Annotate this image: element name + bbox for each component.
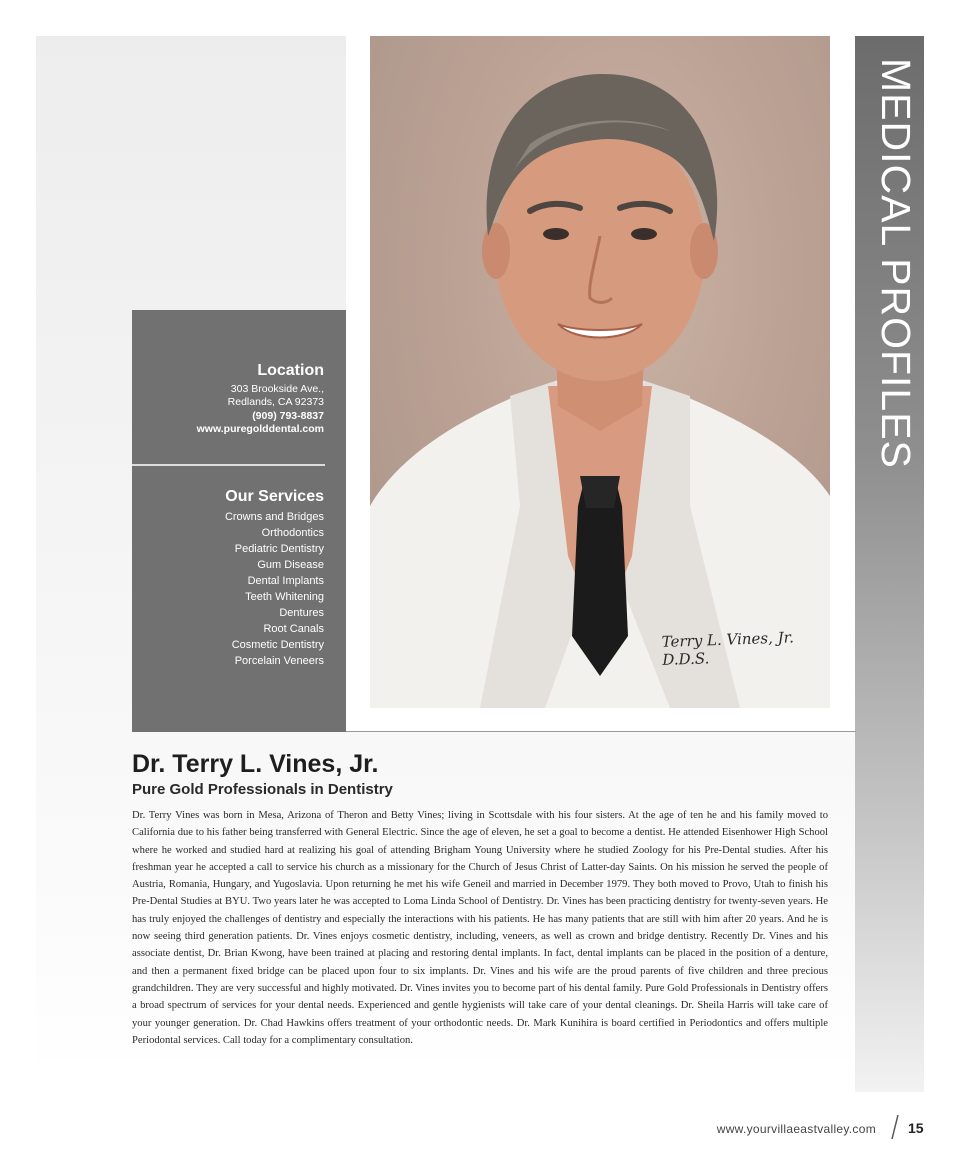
service-item: Porcelain Veneers <box>234 654 324 667</box>
services-list <box>124 509 324 669</box>
service-item: Dentures <box>279 606 324 619</box>
info-box-divider <box>132 464 325 466</box>
footer-url: www.yourvillaeastvalley.com <box>716 1122 876 1136</box>
website-link: www.puregolddental.com <box>196 423 324 436</box>
portrait-signature: Terry L. Vines, Jr. D.D.S. <box>661 628 795 669</box>
article-title: Dr. Terry L. Vines, Jr. <box>132 750 379 778</box>
service-item: Orthodontics <box>261 526 324 539</box>
photo-divider <box>346 731 856 732</box>
address-line-2: Redlands, CA 92373 <box>227 396 324 409</box>
service-item: Cosmetic Dentistry <box>231 638 324 651</box>
service-item: Dental Implants <box>247 574 324 587</box>
service-item: Teeth Whitening <box>245 590 324 603</box>
location-heading: Location <box>257 362 324 379</box>
portrait-illustration <box>370 36 830 708</box>
service-item: Gum Disease <box>257 558 324 571</box>
page-number: 15 <box>908 1120 924 1136</box>
section-label: MEDICAL PROFILES <box>873 58 919 469</box>
article-body: Dr. Terry Vines was born in Mesa, Arizona of Theron and Betty Vines; living in Scottsdale with his four sisters. At the age of ten he and his family moved to California due to his father being transferred with General Electric. Since the age of eleven, he set a goal to become a dentist. He attended Eisenhower High School where he worked and studied hard at realizing his goal of attending Brigham Young University where he studied Zoology for his Pre-Dental studies. After his freshman year he accepted a call to service his church as a missionary for the Church of Jesus Christ of Latter-day Saints. On his mission he served the people of Austria, Romania, Hungary, and Yugoslavia. Upon returning he met his wife Geneil and married in December 1979. They both moved to Provo, Utah to finish his Pre-Dental Studies at BYU. Two years later he was accepted to Loma Linda School of Dentistry. Dr. Vines has been practicing dentistry for twenty-seven years. He has truly enjoyed the challenges of dentistry and especially the interactions with his patients. He has many patients that are still with him after 20 years. And he is now seeing third generation patients. Dr. Vines enjoys cosmetic dentistry, including, veneers, as well as crown and bridge dentistry. Recently Dr. Vines and his associate dentist, Dr. Brian Kwong, have been trained at placing and restoring dental implants. In fact, dental implants can be placed in the position of a denture, and then a permanent fixed bridge can be placed upon four to six implants. Dr. Vines and his wife are the proud parents of five children and three precious grandchildren. They are very successful and highly motivated. Dr. Vines invites you to become part of his dental family. Pure Gold Professionals in Dentistry offers a broad spectrum of services for your dental needs. Experienced and gentle hygienists will take care of your dental cleanings. Dr. Sheila Harris will take care of your younger generation. Dr. Chad Hawkins offers treatment of your orthodontic needs. Dr. Mark Kunihira is board certified in Periodontics and offers multiple Periodontal services. Call today for a complimentary consultation. <box>132 810 828 1046</box>
services-block <box>124 488 324 669</box>
service-item: Pediatric Dentistry <box>234 542 324 555</box>
service-item: Crowns and Bridges <box>224 510 324 523</box>
services-heading: Our Services <box>225 488 324 505</box>
phone-number: (909) 793-8837 <box>252 409 324 422</box>
location-block <box>124 362 324 437</box>
doctor-portrait <box>370 36 830 708</box>
address-line-1: 303 Brookside Ave., <box>230 382 324 395</box>
article-subtitle: Pure Gold Professionals in Dentistry <box>132 781 393 798</box>
info-box <box>132 310 346 732</box>
service-item: Root Canals <box>263 622 324 635</box>
footer-slash <box>890 1114 900 1140</box>
